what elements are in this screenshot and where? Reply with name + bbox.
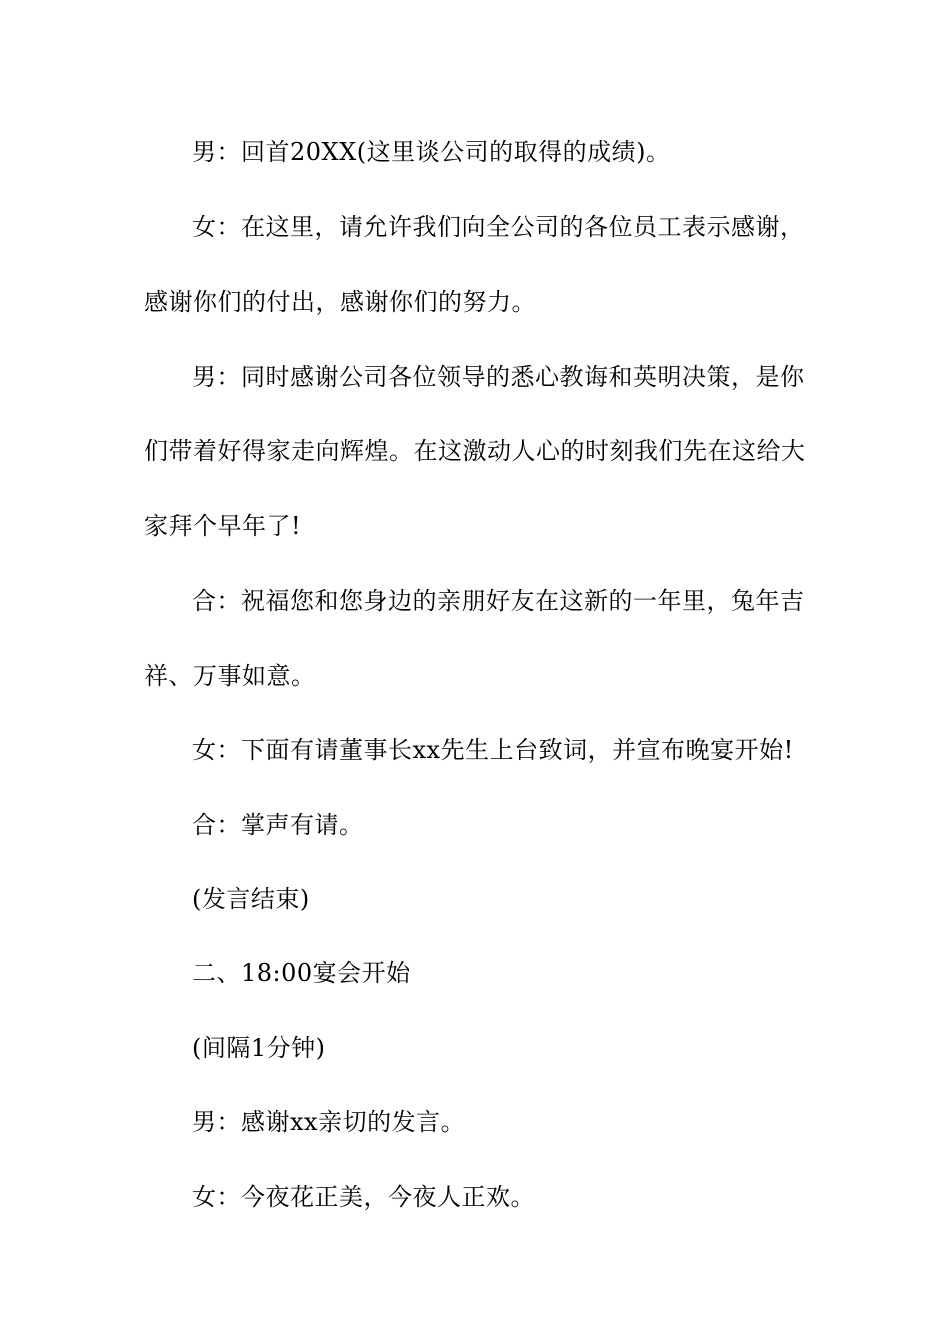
section-heading: 二、18:00宴会开始 xyxy=(192,959,411,987)
paragraph-line: 家拜个早年了! xyxy=(144,512,302,540)
paragraph-line: 男：同时感谢公司各位领导的悉心教诲和英明决策，是你 xyxy=(192,363,805,391)
paragraph-line: 感谢你们的付出，感谢你们的努力。 xyxy=(144,288,536,316)
paragraph-line: 祥、万事如意。 xyxy=(144,662,316,690)
paragraph-line: 男：感谢xx亲切的发言。 xyxy=(192,1108,466,1136)
paragraph-line: (发言结束) xyxy=(192,885,310,913)
paragraph-line: 合：掌声有请。 xyxy=(192,811,364,839)
paragraph-line: 女：在这里，请允许我们向全公司的各位员工表示感谢， xyxy=(192,213,805,241)
paragraph-line: 女：下面有请董事长xx先生上台致词，并宣布晚宴开始! xyxy=(192,736,794,764)
paragraph-line: 女：今夜花正美，今夜人正欢。 xyxy=(192,1183,535,1211)
paragraph-line: 男：回首20XX(这里谈公司的取得的成绩)。 xyxy=(192,138,671,166)
paragraph-line: 合：祝福您和您身边的亲朋好友在这新的一年里，兔年吉 xyxy=(192,587,805,615)
paragraph-line: 们带着好得家走向辉煌。在这激动人心的时刻我们先在这给大 xyxy=(144,437,806,465)
paragraph-line: (间隔1分钟) xyxy=(192,1034,326,1062)
